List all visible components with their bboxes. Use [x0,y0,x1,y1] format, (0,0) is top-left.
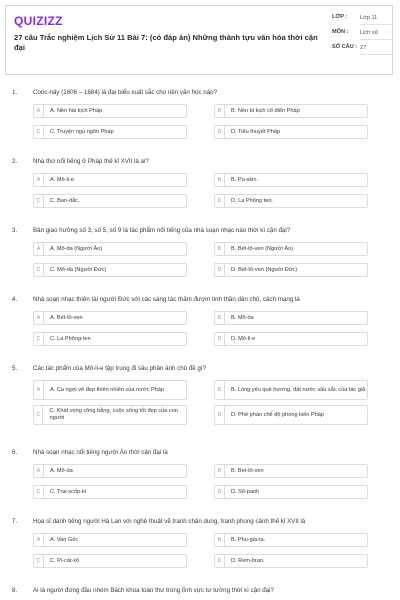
option-letter: D [215,486,225,498]
option-text: D. Tiểu thuyết Pháp [231,128,281,135]
option-b[interactable] [214,533,368,547]
option-a[interactable] [33,173,187,187]
option-text: D. La Phông ten. [231,197,273,204]
option-text: A. Bét-tô-ven [50,314,83,321]
question-text: Nhà soạn nhạc nổi tiếng người Áo thời cận đại là [33,449,168,456]
option-letter: A [34,243,44,255]
option-a[interactable] [33,104,187,118]
option-letter: A [34,465,44,477]
option-letter: C [34,264,44,276]
option-text: C. Trai-xcốp-ki [50,488,87,495]
option-letter: C [34,195,44,207]
option-a[interactable] [33,380,187,400]
option-letter: C [34,555,44,567]
quiz-meta [332,14,392,59]
option-c[interactable] [33,405,187,425]
option-c[interactable] [33,485,187,499]
question-text: Coóc-nây (1606 – 1684) là đại biểu xuất sắc cho nền văn học nào? [33,89,218,96]
option-letter: B [215,381,225,399]
meta-class [332,14,392,25]
question-text: Các tác phẩm của Mô-li-e tập trung đi sâu phản ánh chủ đề gì? [33,365,207,372]
option-text: D. Phê phán chế độ phong kiến Pháp [231,411,324,418]
option-letter: D [215,555,225,567]
option-letter: B [215,174,225,186]
option-letter: C [34,333,44,345]
question-text: Nhà thơ nổi tiếng ở Pháp thế kỉ XVII là ai? [33,158,149,165]
option-text: D. Bét-tô-ven (Người Đức) [231,266,298,273]
option-text: B. Mô-da [231,314,254,321]
option-b[interactable] [214,380,368,400]
option-b[interactable] [214,173,368,187]
question-number: 8. [12,587,18,594]
option-letter: D [215,264,225,276]
option-text: B. Lòng yêu quê hương, đất nước sâu sắc của tác giả [231,386,366,393]
option-d[interactable] [214,332,368,346]
option-letter: D [215,406,225,424]
class-label: LỚP : [332,14,348,20]
option-c[interactable] [33,125,187,139]
option-letter: A [34,381,44,399]
option-d[interactable] [214,554,368,568]
option-letter: C [34,406,43,424]
option-text: C. La Phông-ten [50,335,91,342]
option-text: A. Van Gốc [50,536,79,543]
option-letter: B [215,105,225,117]
meta-subject [332,29,392,40]
option-letter: D [215,126,225,138]
option-text: C. Truyện ngụ ngôn Pháp [50,128,114,135]
option-d[interactable] [214,125,368,139]
option-text: A. Nền hài kịch Pháp [50,107,103,114]
option-text: B. Bet-tô-ven [231,467,264,474]
subject-value: Lịch sử [360,29,392,40]
option-letter: B [215,534,225,546]
option-c[interactable] [33,554,187,568]
count-label: SỐ CÂU : [332,44,358,50]
option-letter: C [34,126,44,138]
option-text: B. Phu-gia-ta. [231,536,266,543]
question-text: Nhà soạn nhạc thiên tài người Đức với các sáng tác thấm đượm tinh thần dân chủ, cách mạng là [33,296,300,303]
option-text: B. Nền bi kịch cổ điển Pháp [231,107,300,114]
option-a[interactable] [33,242,187,256]
option-letter: B [215,312,225,324]
option-text: C. Khát vọng công bằng, cuộc sống tốt đẹp của con người [49,408,178,421]
option-d[interactable] [214,485,368,499]
question-text: Họa sĩ danh tiếng người Hà Lan với nghệ thuật vẽ tranh chân dung, tranh phong cảnh thế kỉ XVII là [33,518,306,525]
option-b[interactable] [214,311,368,325]
option-text: B. Bét-tô-ven (Người Áo) [231,245,294,252]
option-text: D. Mô-li-e [231,335,256,342]
option-c[interactable] [33,263,187,277]
option-letter: B [215,243,225,255]
quiz-title: 27 câu Trắc nghiệm Lịch Sử 11 Bài 7: (có đáp án) Những thành tựu văn hóa thời cận đại [14,33,318,52]
option-c[interactable] [33,332,187,346]
option-text: A. Ca ngợi vẻ đẹp thiên nhiên của nước Pháp [50,386,165,393]
brand-logo: QUIZIZZ [14,14,63,28]
option-letter: A [34,105,44,117]
subject-label: MÔN : [332,29,349,35]
option-letter: C [34,486,44,498]
question-number: 3. [12,227,18,234]
option-a[interactable] [33,464,187,478]
question-text: Bản giao hưởng số 3, số 5, số 9 là tác phẩm nổi tiếng của nhà soạn nhạc nào thời kì cận đại? [33,227,291,234]
option-d[interactable] [214,194,368,208]
option-b[interactable] [214,464,368,478]
quiz-header [5,5,393,75]
question-number: 6. [12,449,18,456]
option-a[interactable] [33,311,187,325]
option-letter: B [215,465,225,477]
question-number: 2. [12,158,18,165]
option-letter: D [215,195,225,207]
count-value: 27 [360,44,392,55]
class-value: Lớp 11 [360,14,392,25]
option-text: C. Mô-da (Người Đức) [50,266,107,273]
option-text: B. Pu-skin. [231,176,259,183]
option-d[interactable] [214,263,368,277]
option-c[interactable] [33,194,187,208]
option-text: D. Rem-bran. [231,557,265,564]
question-number: 4. [12,296,18,303]
option-text: C. Ban-dắc. [50,197,80,204]
option-text: A. Mô-da [50,467,73,474]
option-letter: A [34,174,44,186]
option-a[interactable] [33,533,187,547]
option-d[interactable] [214,405,368,425]
option-text: C. Pi-cát-xô [50,557,80,564]
option-text: A. Mô-da (Người Áo) [50,245,103,252]
option-text: A. Mô-li-e [50,176,74,183]
option-letter: A [34,312,44,324]
option-letter: D [215,333,225,345]
question-number: 5. [12,365,18,372]
question-text: Ai là người đứng đầu nhóm Bách khoa toàn thư trong lĩnh vực tư tưởng thời kì cận đại? [33,587,275,594]
option-text: D. Sô-panh [231,488,260,495]
option-b[interactable] [214,104,368,118]
option-letter: A [34,534,44,546]
question-number: 7. [12,518,18,525]
question-number: 1. [12,89,18,96]
meta-count [332,44,392,55]
option-b[interactable] [214,242,368,256]
